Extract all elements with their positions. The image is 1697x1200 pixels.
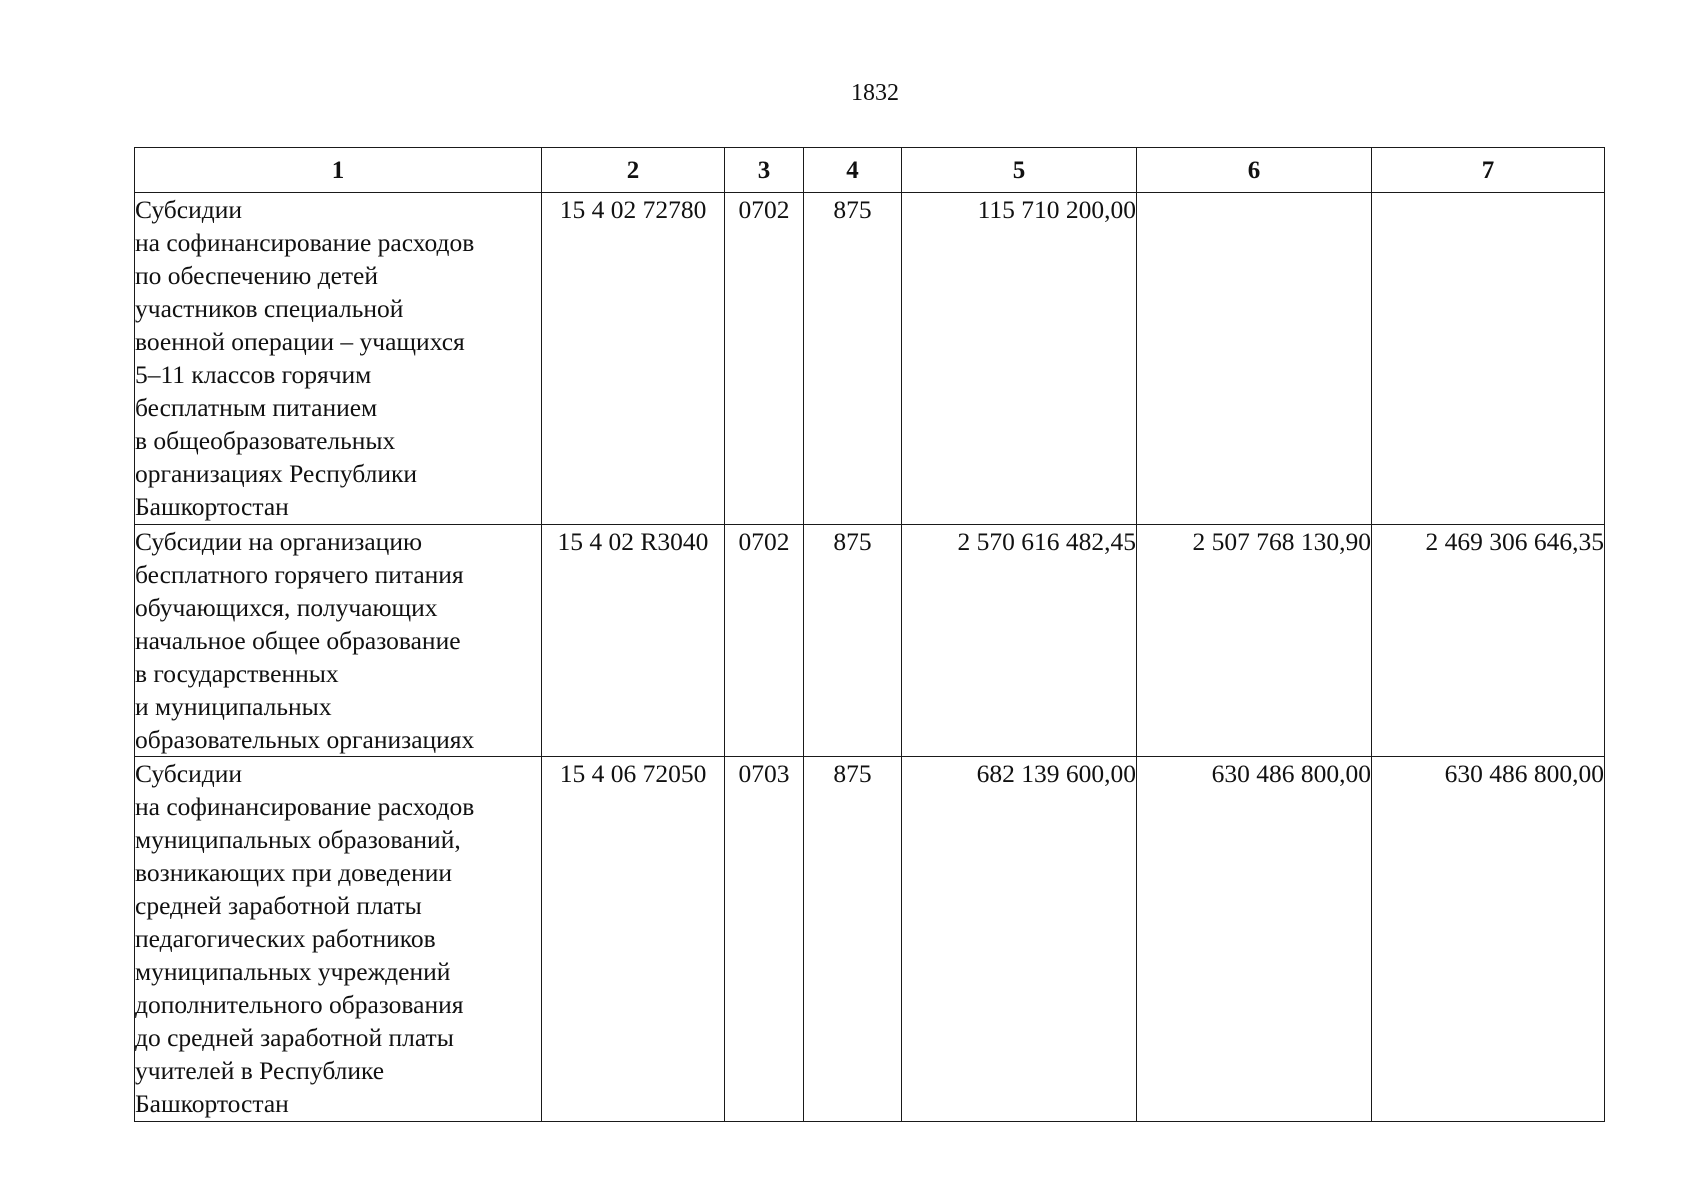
amount-cell	[1372, 193, 1605, 525]
column-header: 7	[1372, 148, 1605, 193]
column-header: 2	[542, 148, 725, 193]
table-header-row	[135, 148, 1605, 193]
target-code-cell: 15 4 02 R3040	[542, 525, 725, 757]
column-header: 5	[902, 148, 1137, 193]
table-row	[135, 193, 1605, 525]
expense-type-cell: 875	[804, 757, 902, 1122]
section-cell: 0703	[725, 757, 804, 1122]
amount-cell: 630 486 800,00	[1137, 757, 1372, 1122]
amount-cell: 682 139 600,00	[902, 757, 1137, 1122]
column-header: 6	[1137, 148, 1372, 193]
expense-name-cell: Субсидии на софинансирование расходов по обеспечению детей участников специальной военной операции – учащихся 5–11 классов горячим бесплатным питанием в общеобразовательных организациях Республики Башкортостан	[135, 193, 542, 525]
expense-name-cell: Субсидии на софинансирование расходов муниципальных образований, возникающих при доведении средней заработной платы педагогических работников муниципальных учреждений дополнительного образования до средней заработной платы учителей в Республике Башкортостан	[135, 757, 542, 1122]
amount-cell: 2 469 306 646,35	[1372, 525, 1605, 757]
amount-cell: 115 710 200,00	[902, 193, 1137, 525]
table-row	[135, 525, 1605, 757]
target-code-cell: 15 4 06 72050	[542, 757, 725, 1122]
column-header: 3	[725, 148, 804, 193]
expense-type-cell: 875	[804, 193, 902, 525]
budget-table	[134, 147, 1605, 1122]
amount-cell: 2 570 616 482,45	[902, 525, 1137, 757]
page-number: 1832	[851, 80, 899, 106]
column-header: 4	[804, 148, 902, 193]
amount-cell	[1137, 193, 1372, 525]
amount-cell: 630 486 800,00	[1372, 757, 1605, 1122]
table-row	[135, 757, 1605, 1122]
section-cell: 0702	[725, 525, 804, 757]
target-code-cell: 15 4 02 72780	[542, 193, 725, 525]
column-header: 1	[135, 148, 542, 193]
section-cell: 0702	[725, 193, 804, 525]
expense-type-cell: 875	[804, 525, 902, 757]
expense-name-cell: Субсидии на организацию бесплатного горячего питания обучающихся, получающих начальное общее образование в государственных и муниципальных образовательных организациях	[135, 525, 542, 757]
amount-cell: 2 507 768 130,90	[1137, 525, 1372, 757]
